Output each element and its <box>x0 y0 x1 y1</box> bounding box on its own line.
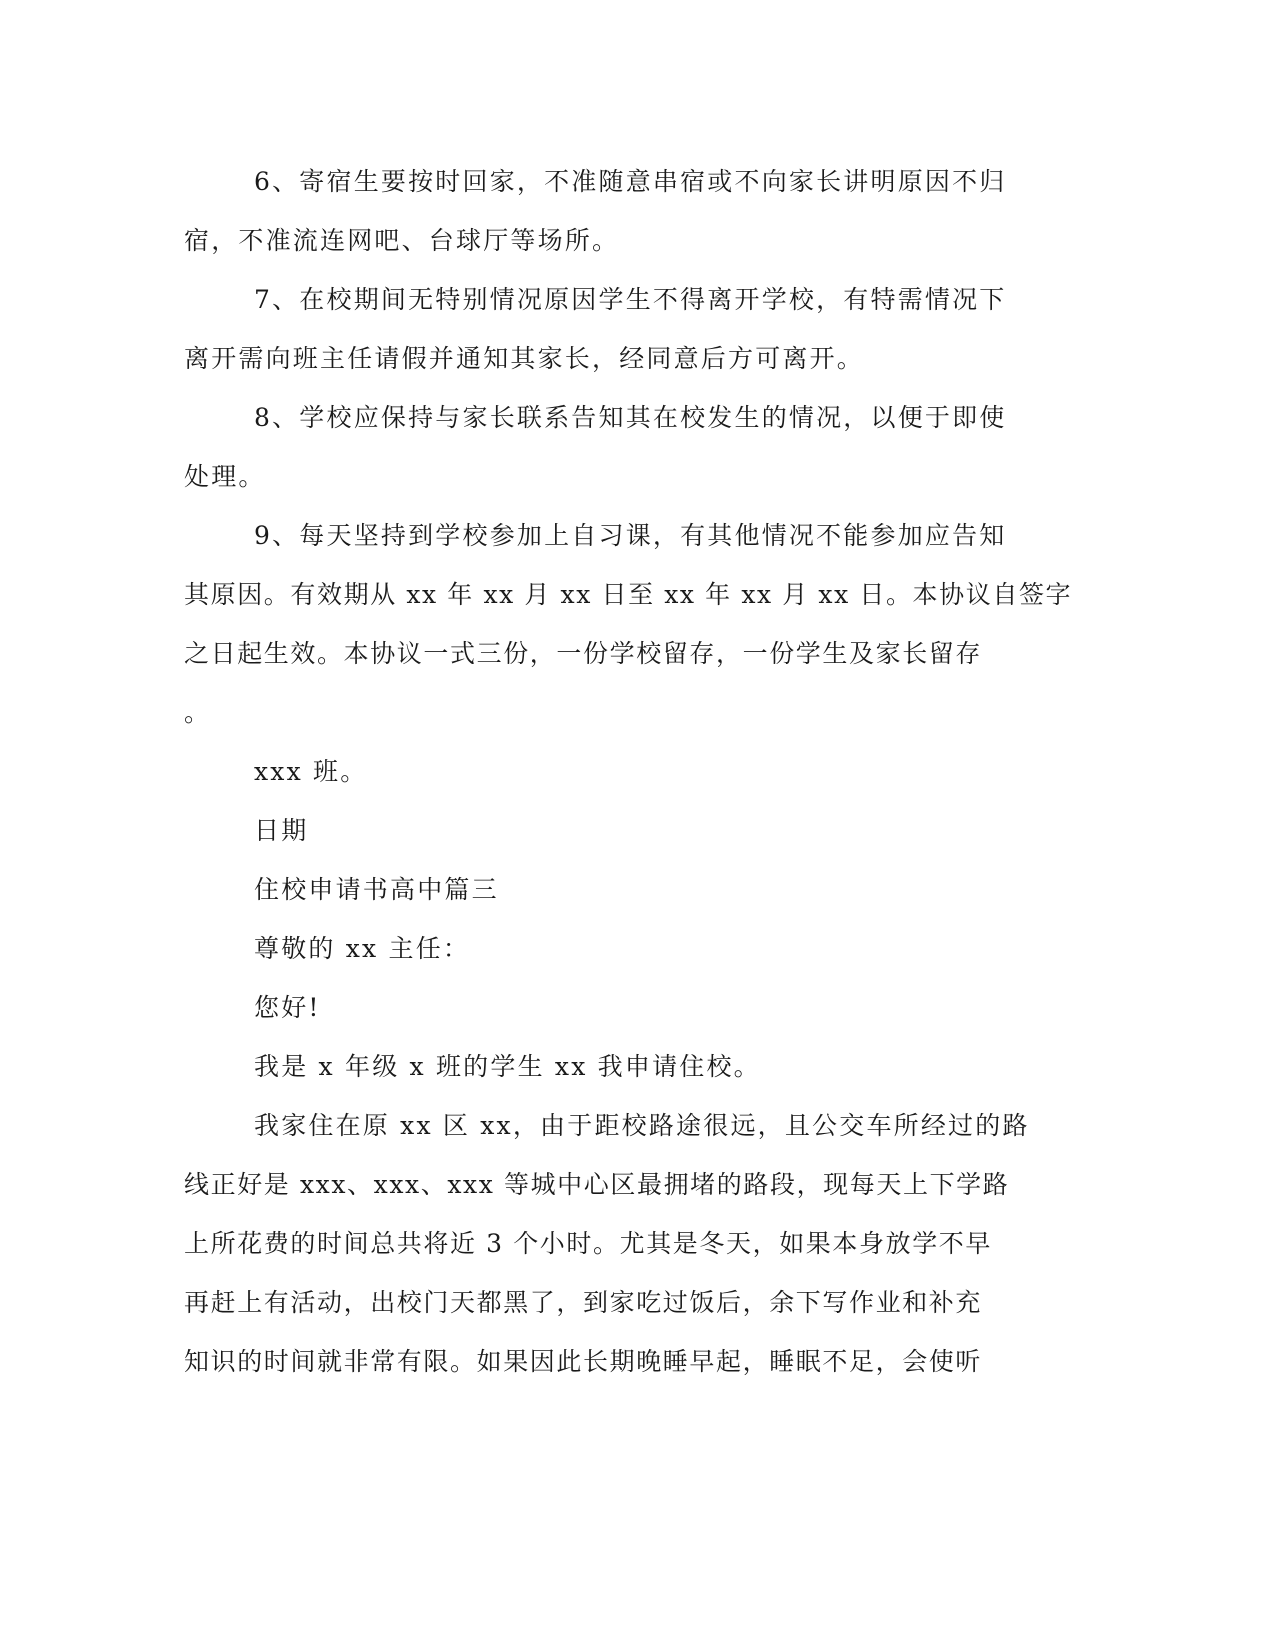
date-label: 日期 <box>254 816 309 845</box>
paragraph-line: 7、在校期间无特别情况原因学生不得离开学校，有特需情况下 <box>254 285 1007 314</box>
paragraph-line: 我家住在原 xx 区 xx，由于距校路途很远，且公交车所经过的路 <box>254 1111 1030 1140</box>
paragraph-line: 离开需向班主任请假并通知其家长，经同意后方可离开。 <box>184 344 865 373</box>
paragraph-line: 知识的时间就非常有限。如果因此长期晚睡早起，睡眠不足，会使听 <box>184 1347 983 1376</box>
paragraph-line: 8、学校应保持与家长联系告知其在校发生的情况，以便于即使 <box>254 403 1007 432</box>
paragraph-line: 宿，不准流连网吧、台球厅等场所。 <box>184 226 620 255</box>
salutation: 尊敬的 xx 主任： <box>254 934 471 963</box>
section-heading: 住校申请书高中篇三 <box>254 875 499 904</box>
paragraph-line: 之日起生效。本协议一式三份，一份学校留存，一份学生及家长留存 <box>184 639 983 668</box>
paragraph-line: 线正好是 xxx、xxx、xxx 等城中心区最拥堵的路段，现每天上下学路 <box>184 1170 1010 1199</box>
paragraph-line: 6、寄宿生要按时回家，不准随意串宿或不向家长讲明原因不归 <box>254 167 1007 196</box>
greeting: 您好! <box>254 993 321 1022</box>
paragraph-line: 其原因。有效期从 xx 年 xx 月 xx 日至 xx 年 xx 月 xx 日。本协议自签字 <box>184 580 1073 609</box>
paragraph-line: 上所花费的时间总共将近 3 个小时。尤其是冬天，如果本身放学不早 <box>184 1229 993 1258</box>
paragraph-line: 。 <box>184 698 212 727</box>
paragraph-line: 再赶上有活动，出校门天都黑了，到家吃过饭后，余下写作业和补充 <box>184 1288 983 1317</box>
paragraph-line: 我是 x 年级 x 班的学生 xx 我申请住校。 <box>254 1052 761 1081</box>
paragraph-line: 9、每天坚持到学校参加上自习课，有其他情况不能参加应告知 <box>254 521 1007 550</box>
class-line: xxx 班。 <box>254 757 368 786</box>
paragraph-line: 处理。 <box>184 462 266 491</box>
